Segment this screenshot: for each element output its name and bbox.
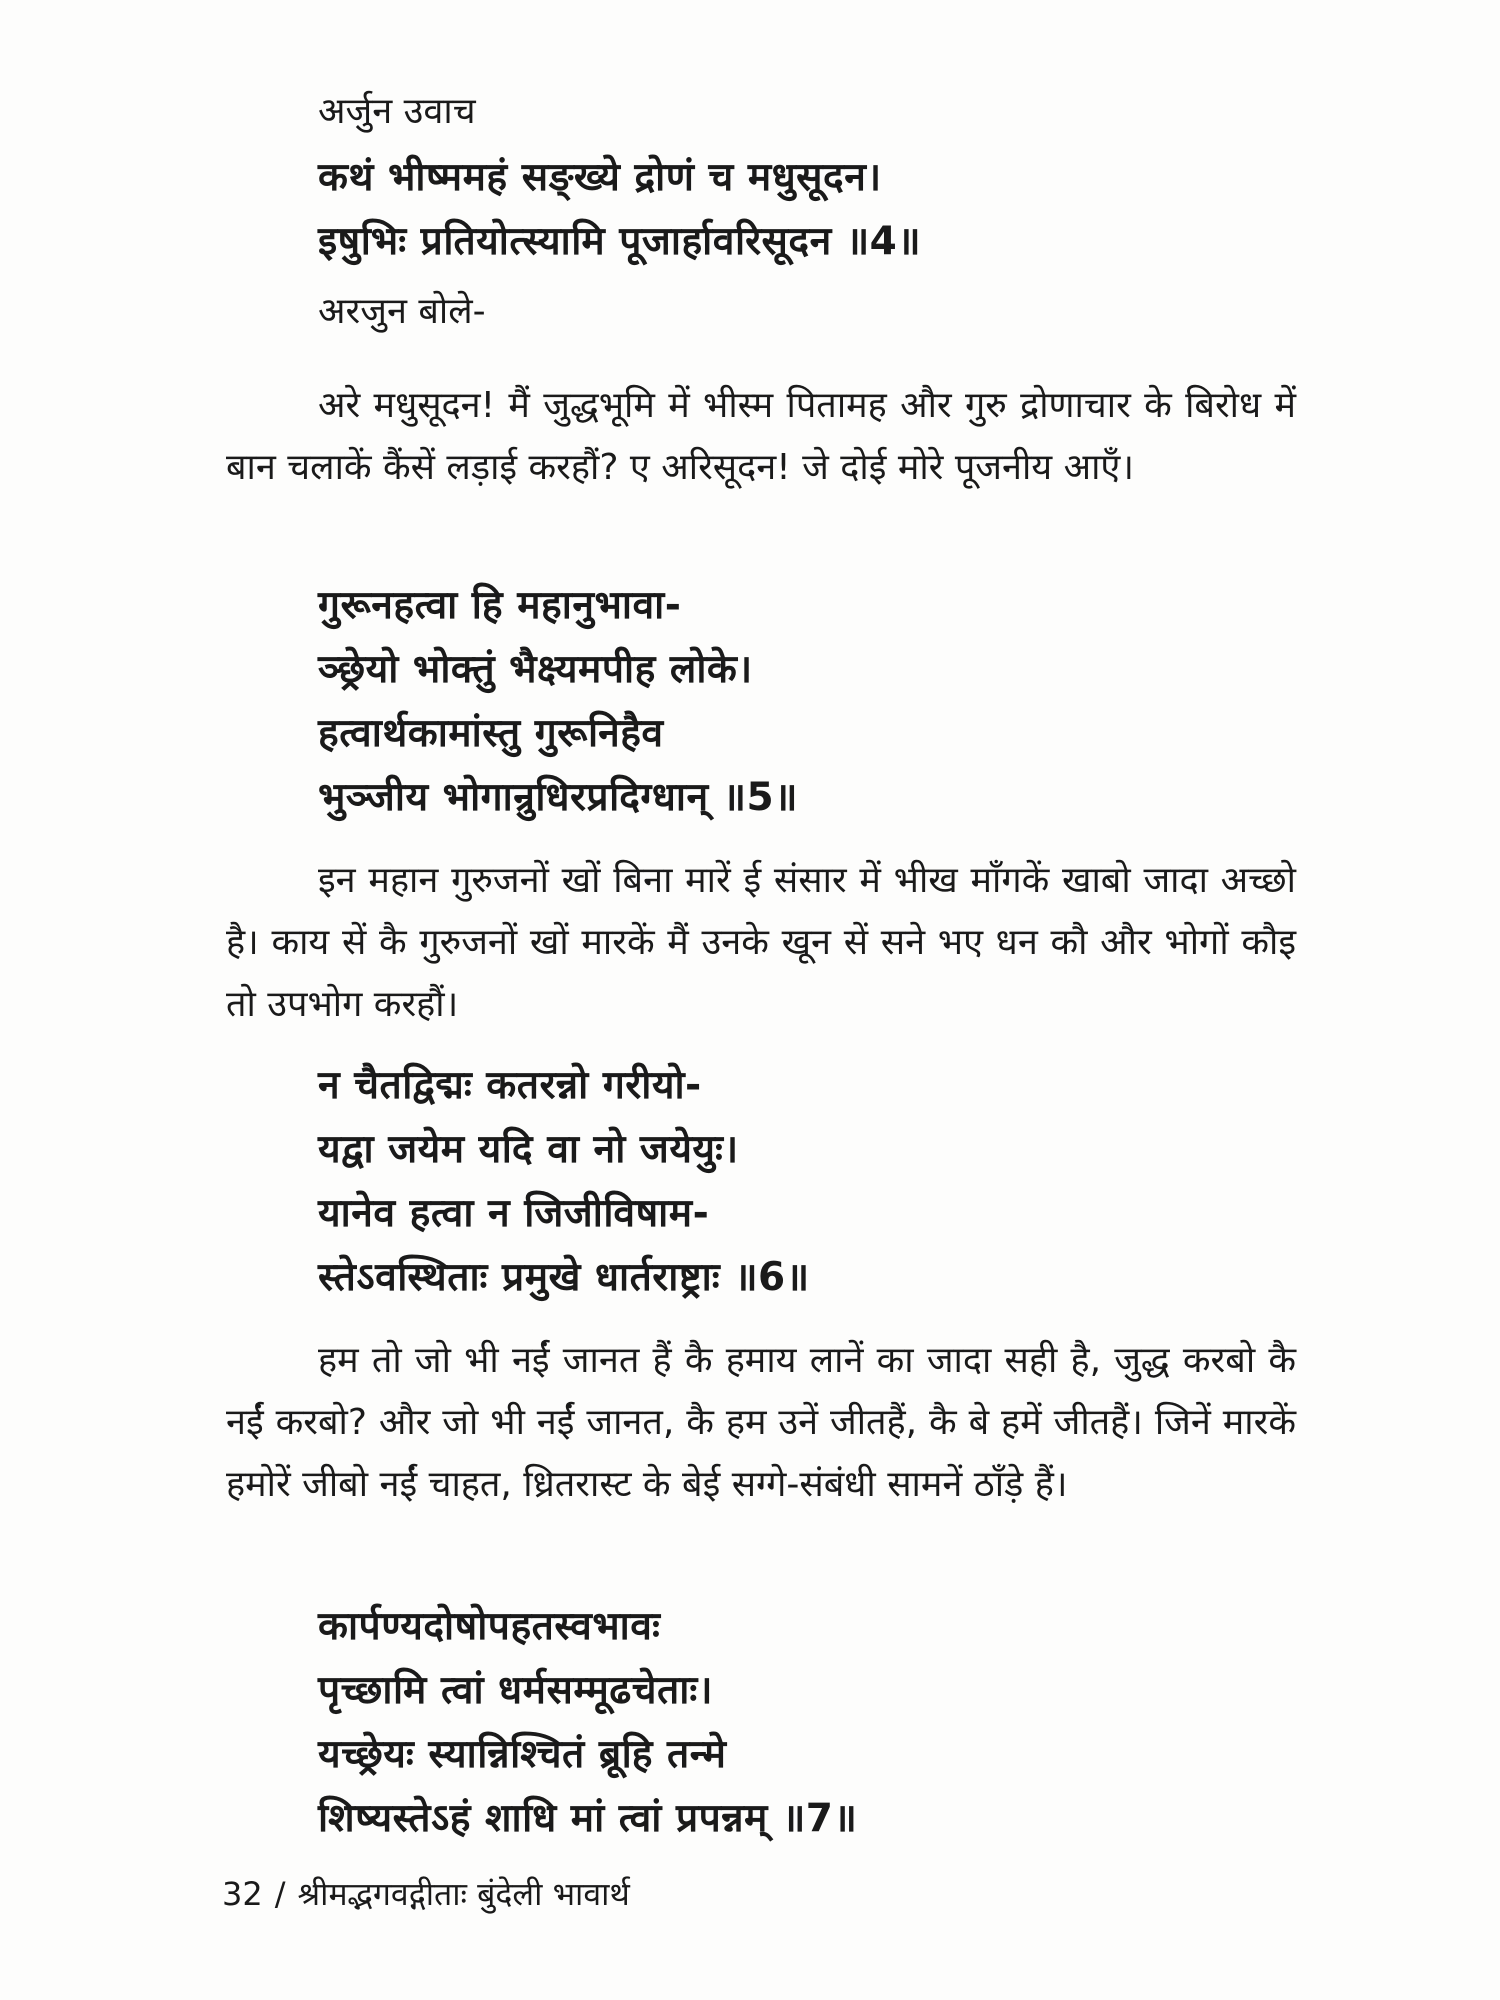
verse-line: हत्वार्थकामांस्तु गुरूनिहैव: [318, 711, 664, 756]
page-number: 32: [222, 1875, 263, 1913]
verse-line: शिष्यस्तेऽहं शाधि मां त्वां प्रपन्नम् ॥7॥: [318, 1796, 858, 1841]
verse-line: भुञ्जीय भोगान्रुधिरप्रदिग्धान् ॥5॥: [318, 775, 799, 820]
verse-line: गुरूनहत्वा हि महानुभावा-: [318, 583, 682, 628]
verse-6: [318, 1054, 810, 1310]
page-footer: [222, 1872, 630, 1916]
verse-line: पृच्छामि त्वां धर्मसम्मूढचेताः।: [318, 1668, 714, 1713]
verse-7: [318, 1595, 857, 1851]
speaker-heading: अर्जुन उवाच: [318, 91, 476, 132]
verse-line: यद्वा जयेम यदि वा नो जयेयुः।: [318, 1127, 739, 1172]
verse-5: [318, 574, 798, 830]
verse-line: यानेव हत्वा न जिजीविषाम-: [318, 1191, 710, 1236]
verse-4: [318, 146, 921, 274]
speaker-heading-bundeli: अरजुन बोले-: [318, 291, 486, 332]
meaning-4: अरे मधुसूदन! मैं जुद्धभूमि में भीस्म पितामह और गुरु द्रोणाचार के बिरोध में बान चलाकें कैंसें लड़ाई करहौं? ए अरिसूदन! जे दोई मोरे पूजनीय आएँ।: [226, 385, 1296, 488]
verse-line: कार्पण्यदोषोपहतस्वभावः: [318, 1604, 661, 1649]
book-title: श्रीमद्भगवद्गीताः बुंदेली भावार्थ: [297, 1875, 630, 1913]
meaning-6: हम तो जो भी नईं जानत हैं कै हमाय लानें का जादा सही है, जुद्ध करबो कै नईं करबो? और जो भी नईं जानत, कै हम उनें जीतहैं, कै बे हमें जीतहैं। जिनें मारकें हमोरें जीबो नईं चाहत, ध्रितरास्ट के बेई सग्गे-संबंधी सामनें ठाँड़े हैं।: [226, 1340, 1296, 1505]
verse-line: ञ्छ्रेयो भोक्तुं भैक्ष्यमपीह लोके।: [318, 647, 753, 692]
verse-line: इषुभिः प्रतियोत्स्यामि पूजार्हावरिसूदन ॥4॥: [318, 219, 922, 264]
verse-line: यच्छ्रेयः स्यान्निश्चितं ब्रूहि तन्मे: [318, 1732, 727, 1777]
verse-line: स्तेऽवस्थिताः प्रमुखे धार्तराष्ट्राः ॥6॥: [318, 1255, 810, 1300]
verse-line: कथं भीष्ममहं सङ्ख्ये द्रोणं च मधुसूदन।: [318, 155, 882, 200]
footer-separator: /: [274, 1875, 286, 1913]
verse-line: न चैतद्विद्मः कतरन्नो गरीयो-: [318, 1063, 702, 1108]
meaning-5: इन महान गुरुजनों खों बिना मारें ई संसार में भीख माँगकें खाबो जादा अच्छो है। काय सें कै गुरुजनों खों मारकें मैं उनके खून सें सने भए धन कौ और भोगों कौइ तो उपभोग करहौं।: [226, 860, 1296, 1025]
